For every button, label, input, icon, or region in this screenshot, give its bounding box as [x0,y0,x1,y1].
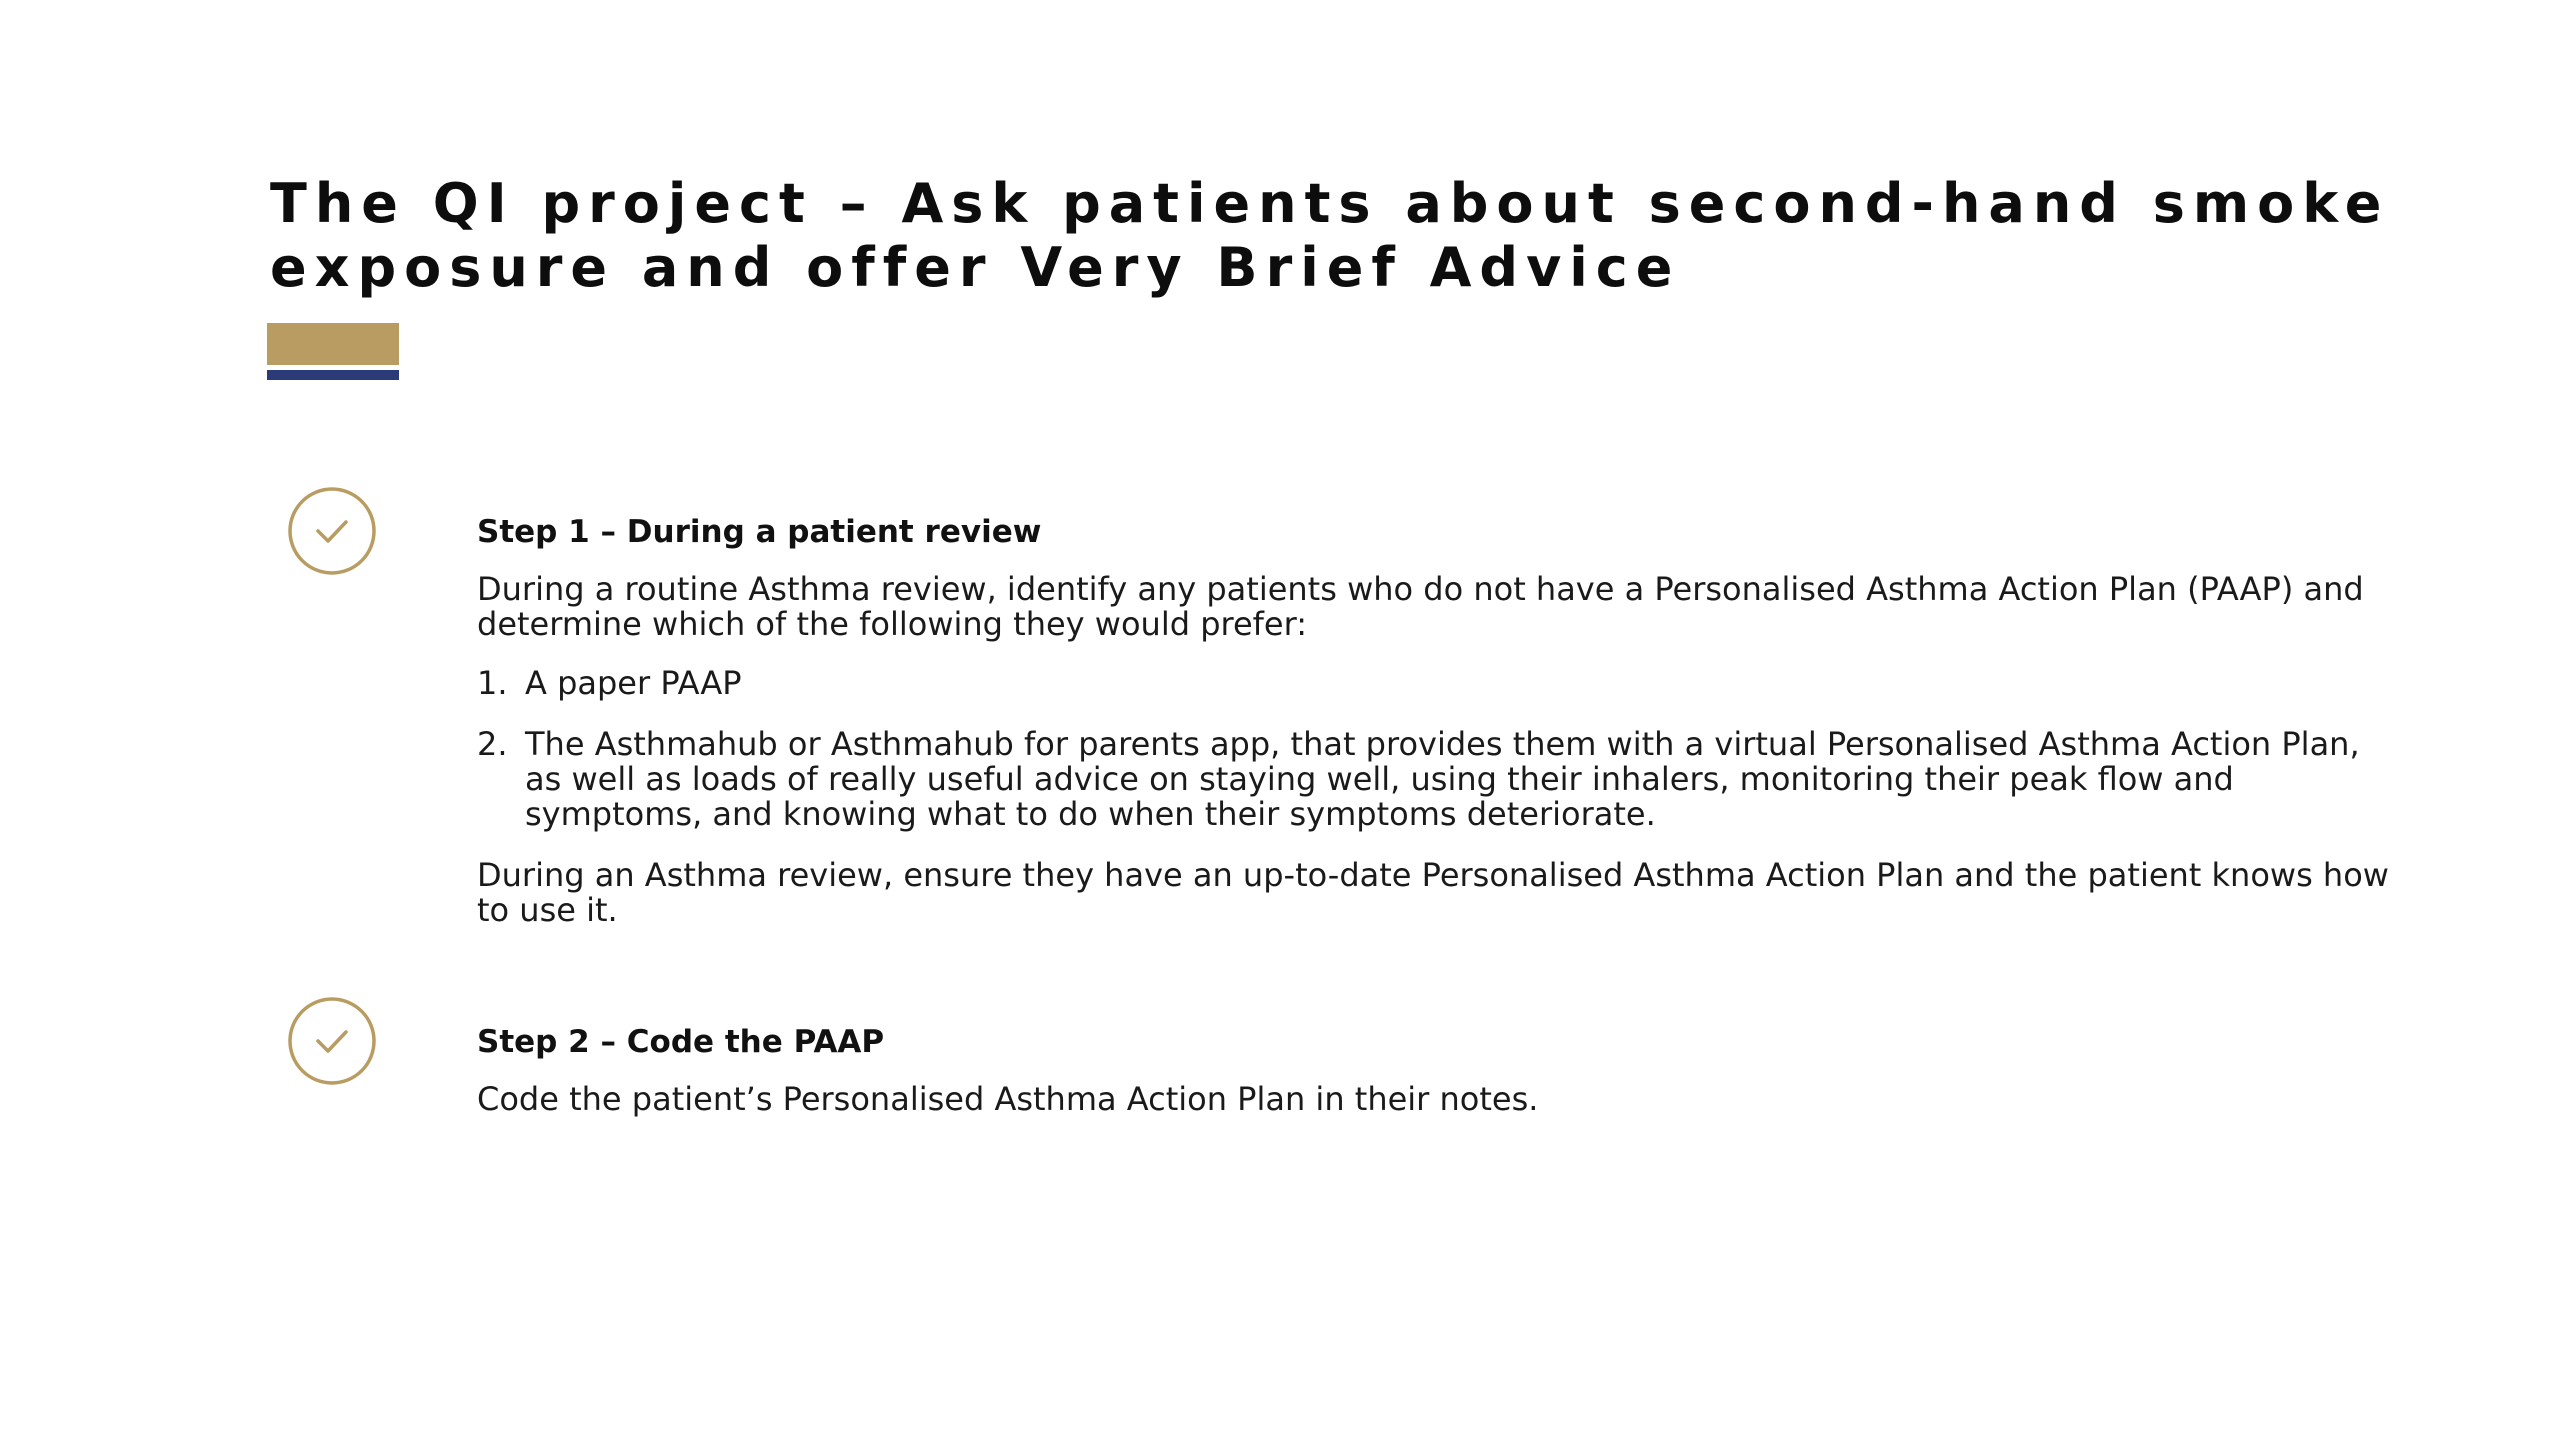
list-item [477,727,2402,832]
page-title-line-1: The QI project – Ask patients about second-hand smoke [270,172,2390,235]
title-accent-bar [267,323,399,380]
step-1-options-list [477,666,2402,832]
list-item [477,666,2402,701]
accent-navy-stripe [267,370,399,380]
step-2-heading: Step 2 – Code the PAAP [477,1024,885,1060]
list-item-number: 2. [477,725,508,763]
step-1-heading: Step 1 – During a patient review [477,514,1042,550]
check-circle-icon [287,996,377,1086]
step-2-body [477,996,2402,1117]
list-item-text: A paper PAAP [525,664,742,702]
page-title [270,172,2390,300]
check-circle-icon [287,486,377,576]
step-1-outro: During an Asthma review, ensure they have an up-to-date Personalised Asthma Action Plan and the patient knows how to use it. [477,856,2389,929]
accent-gold-block [267,323,399,365]
step-2-text: Code the patient’s Personalised Asthma Action Plan in their notes. [477,1080,1539,1118]
step-1-body [477,486,2402,928]
step-1-intro: During a routine Asthma review, identify any patients who do not have a Personalised Asthma Action Plan (PAAP) and determine which of the following they would prefer: [477,570,2364,643]
list-item-number: 1. [477,664,508,702]
list-item-text: The Asthmahub or Asthmahub for parents app, that provides them with a virtual Personalised Asthma Action Plan, as well as loads of really useful advice on staying well, using their inhalers, monitoring their peak flow and symptoms, and knowing what to do when their symptoms deteriorate. [525,725,2360,833]
page-title-line-2: exposure and offer Very Brief Advice [270,236,1681,299]
